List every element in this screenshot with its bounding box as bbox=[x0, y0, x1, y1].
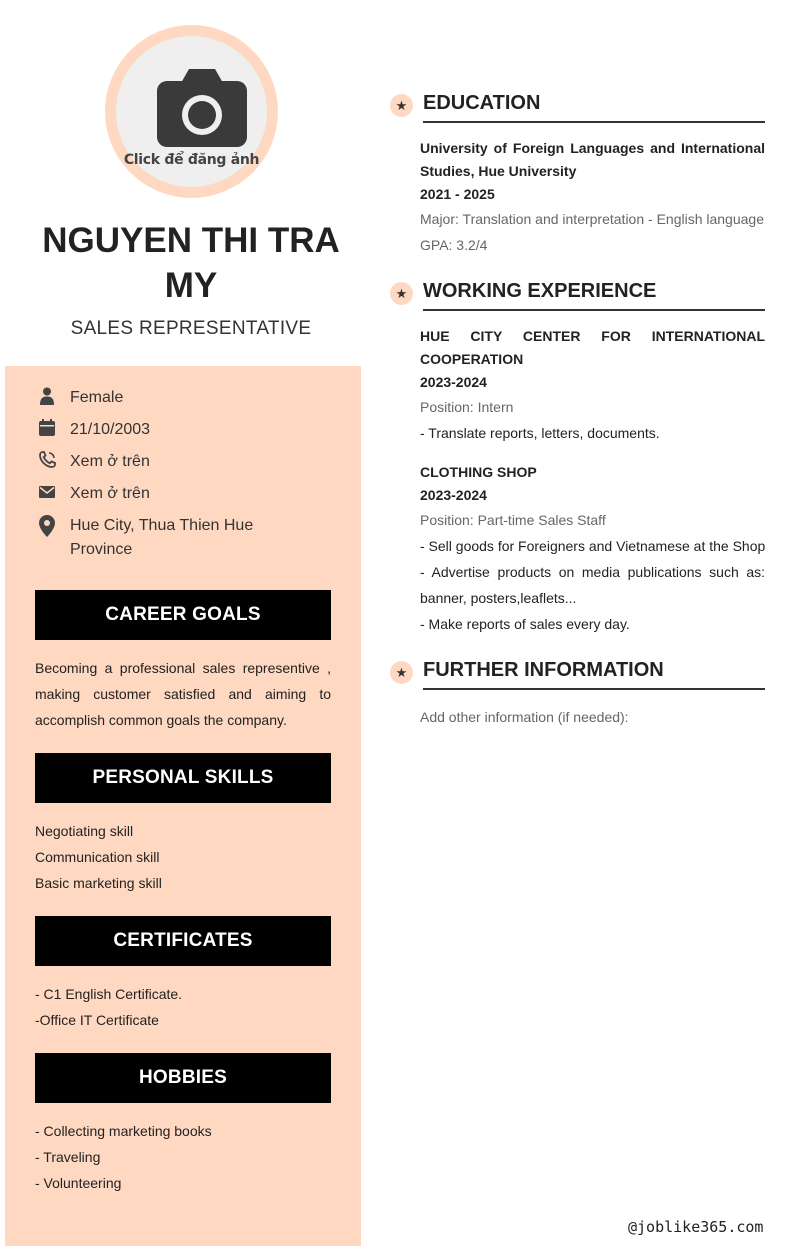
list-item: Basic marketing skill bbox=[35, 875, 162, 891]
further-heading: FURTHER INFORMATION bbox=[423, 659, 664, 681]
address-value: Hue City, Thua Thien Hue Province bbox=[70, 517, 254, 558]
star-icon: ★ bbox=[390, 661, 413, 684]
gender-value: Female bbox=[70, 389, 124, 406]
avatar-frame[interactable] bbox=[105, 25, 278, 198]
list-item: - Traveling bbox=[35, 1149, 101, 1165]
career-goals-heading: CAREER GOALS bbox=[35, 590, 331, 640]
education-heading: EDUCATION bbox=[423, 92, 541, 114]
personal-skills-list bbox=[35, 818, 331, 896]
job-company: CLOTHING SHOP bbox=[420, 464, 537, 480]
calendar-icon bbox=[35, 418, 59, 440]
person-icon bbox=[35, 386, 59, 408]
hobbies-heading: HOBBIES bbox=[35, 1053, 331, 1103]
avatar-placeholder[interactable] bbox=[116, 36, 267, 187]
experience-heading: WORKING EXPERIENCE bbox=[423, 280, 657, 302]
envelope-icon bbox=[35, 482, 59, 504]
further-text[interactable]: Add other information (if needed): bbox=[420, 709, 629, 725]
list-item: Communication skill bbox=[35, 849, 160, 865]
education-years: 2021 - 2025 bbox=[420, 186, 495, 202]
map-pin-icon bbox=[35, 514, 59, 536]
photo-upload-caption: Click để đăng ảnh bbox=[123, 152, 260, 168]
education-major: Major: Translation and interpretation - English language bbox=[420, 211, 764, 227]
job-duty: - Make reports of sales every day. bbox=[420, 616, 630, 632]
career-goals-text: Becoming a professional sales representive , making customer satisfied and aiming to accomplish common goals the company. bbox=[35, 660, 331, 728]
camera-icon bbox=[157, 69, 247, 147]
personal-skills-heading: PERSONAL SKILLS bbox=[35, 753, 331, 803]
footer-watermark: @joblike365.com bbox=[628, 1218, 764, 1236]
education-gpa: GPA: 3.2/4 bbox=[420, 237, 488, 253]
list-item: - Volunteering bbox=[35, 1175, 122, 1191]
job-years: 2023-2024 bbox=[420, 487, 487, 503]
candidate-title: SALES REPRESENTATIVE bbox=[70, 318, 312, 339]
job-position: Position: Intern bbox=[420, 399, 514, 415]
education-section-title bbox=[390, 92, 765, 124]
job-company: HUE CITY CENTER FOR INTERNATIONAL COOPERATION bbox=[420, 328, 765, 367]
list-item: - Collecting marketing books bbox=[35, 1123, 212, 1139]
list-item: -Office IT Certificate bbox=[35, 1012, 159, 1028]
job-years: 2023-2024 bbox=[420, 374, 487, 390]
section-divider bbox=[423, 688, 765, 690]
hobbies-list bbox=[35, 1118, 331, 1196]
left-column bbox=[0, 0, 366, 1246]
phone-icon bbox=[35, 450, 59, 472]
list-item: - C1 English Certificate. bbox=[35, 986, 183, 1002]
further-section-title bbox=[390, 659, 765, 691]
list-item: Negotiating skill bbox=[35, 823, 134, 839]
education-school: University of Foreign Languages and International Studies, Hue University bbox=[420, 140, 765, 179]
job-duty: - Translate reports, letters, documents. bbox=[420, 425, 660, 441]
job-duty: - Advertise products on media publications such as: banner, posters,leaflets... bbox=[420, 564, 765, 606]
job-duty: - Sell goods for Foreigners and Vietnamese at the Shop bbox=[420, 538, 766, 554]
star-icon: ★ bbox=[390, 282, 413, 305]
certificates-list bbox=[35, 981, 331, 1033]
phone-value: Xem ở trên bbox=[70, 453, 150, 470]
certificates-heading: CERTIFICATES bbox=[35, 916, 331, 966]
section-divider bbox=[423, 309, 765, 311]
email-value: Xem ở trên bbox=[70, 485, 150, 502]
birthday-value: 21/10/2003 bbox=[70, 421, 151, 438]
candidate-name: NGUYEN THI TRA MY bbox=[42, 221, 340, 305]
job-position: Position: Part-time Sales Staff bbox=[420, 512, 606, 528]
star-icon: ★ bbox=[390, 94, 413, 117]
experience-section-title bbox=[390, 280, 765, 312]
section-divider bbox=[423, 121, 765, 123]
